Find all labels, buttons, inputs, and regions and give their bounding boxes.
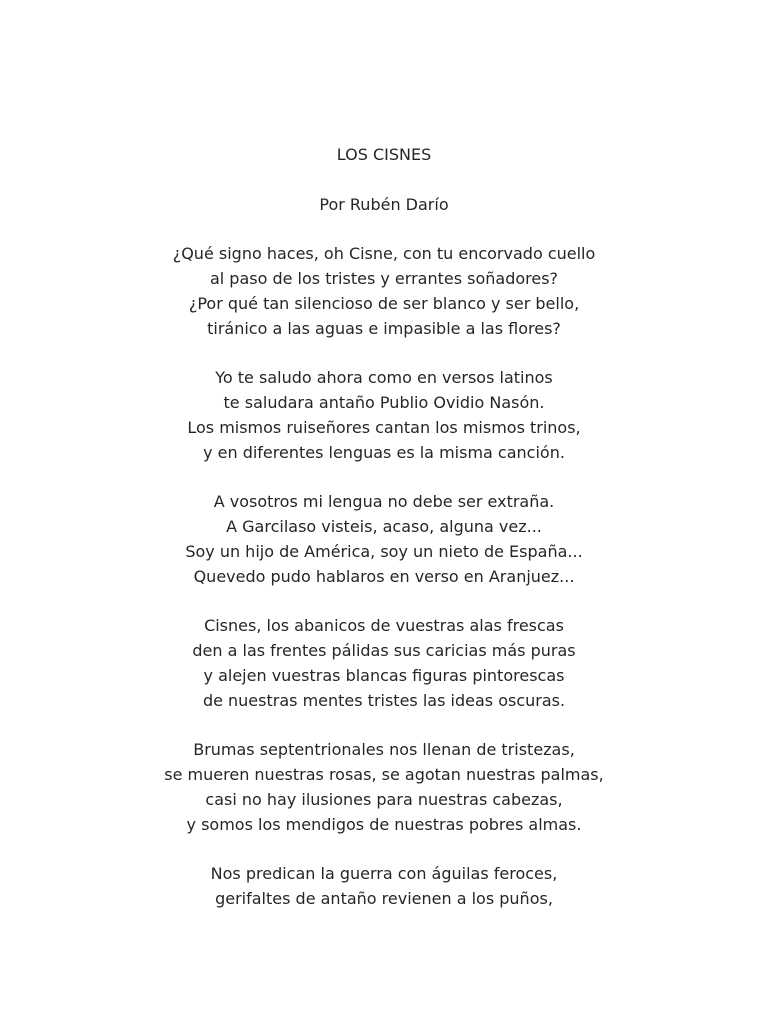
verse-line: A Garcilaso visteis, acaso, alguna vez... xyxy=(226,516,542,536)
verse-line: ¿Por qué tan silencioso de ser blanco y ser bello, xyxy=(188,293,580,313)
verse-line: de nuestras mentes tristes las ideas oscuras. xyxy=(202,690,566,710)
verse-line: casi no hay ilusiones para nuestras cabezas, xyxy=(205,789,563,809)
verse-line: tiránico a las aguas e impasible a las flores? xyxy=(207,318,561,338)
verse-line: al paso de los tristes y errantes soñadores? xyxy=(209,268,559,288)
verse-line: Yo te saludo ahora como en versos latinos xyxy=(215,368,553,388)
poem-title: LOS CISNES xyxy=(336,145,432,164)
stanza-4 xyxy=(0,614,768,713)
poem-author: Por Rubén Darío xyxy=(319,194,449,214)
verse-line: Los mismos ruiseñores cantan los mismos trinos, xyxy=(187,417,581,437)
verse-line: Brumas septentrionales nos llenan de tristezas, xyxy=(193,740,575,760)
stanza-2 xyxy=(0,366,768,465)
stanza-6 xyxy=(0,862,768,912)
verse-line: y somos los mendigos de nuestras pobres almas. xyxy=(186,814,582,834)
verse-line: se mueren nuestras rosas, se agotan nuestras palmas, xyxy=(164,764,604,784)
poem-page xyxy=(0,143,768,937)
poem-body xyxy=(0,242,768,912)
stanza-1 xyxy=(0,242,768,341)
verse-line: ¿Qué signo haces, oh Cisne, con tu encorvado cuello xyxy=(172,244,596,264)
verse-line: Quevedo pudo hablaros en verso en Aranjuez... xyxy=(193,566,575,586)
verse-line: y alejen vuestras blancas figuras pintorescas xyxy=(203,665,565,685)
verse-line: y en diferentes lenguas es la misma canción. xyxy=(203,442,565,462)
stanza-3 xyxy=(0,490,768,589)
verse-line: A vosotros mi lengua no debe ser extraña. xyxy=(213,492,555,512)
stanza-5 xyxy=(0,738,768,837)
verse-line: Nos predican la guerra con águilas feroces, xyxy=(210,864,558,884)
verse-line: te saludara antaño Publio Ovidio Nasón. xyxy=(223,392,545,412)
verse-line: gerifaltes de antaño revienen a los puños, xyxy=(215,888,553,908)
verse-line: Soy un hijo de América, soy un nieto de España... xyxy=(185,541,583,561)
verse-line: den a las frentes pálidas sus caricias más puras xyxy=(192,640,576,660)
verse-line: Cisnes, los abanicos de vuestras alas frescas xyxy=(204,616,564,636)
